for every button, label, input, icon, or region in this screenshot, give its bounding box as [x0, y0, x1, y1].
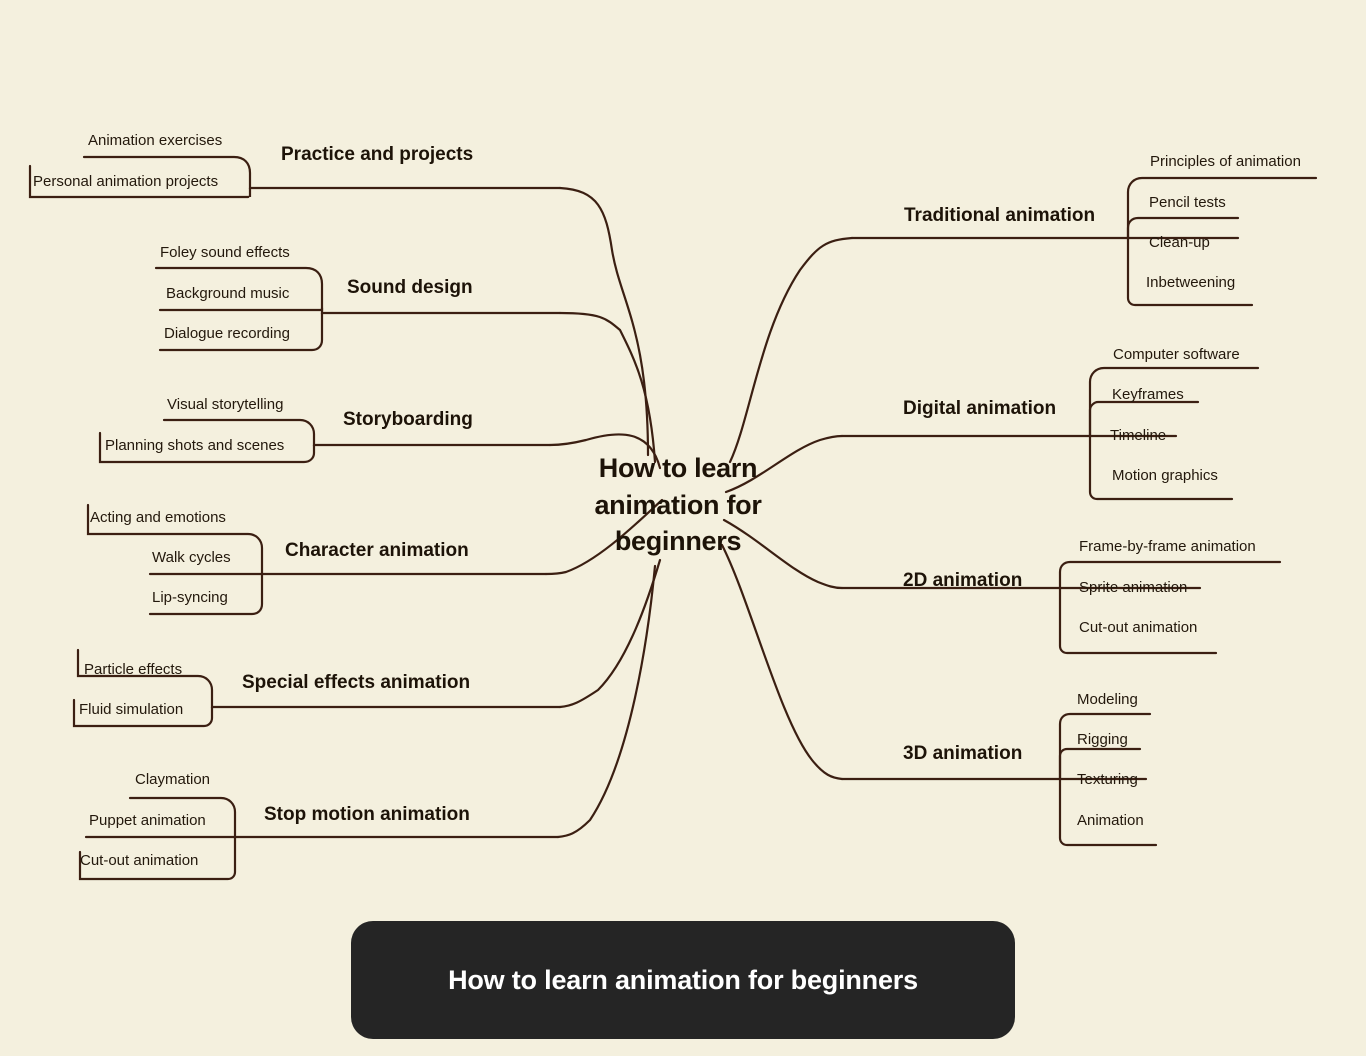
leaf-label-foley-sound-effects[interactable]: Foley sound effects [160, 244, 290, 261]
leaf-label-motion-graphics[interactable]: Motion graphics [1112, 467, 1218, 484]
branch-label-special-effects-animation[interactable]: Special effects animation [242, 672, 471, 693]
leaf-label-fluid-simulation[interactable]: Fluid simulation [79, 701, 184, 718]
leaf-label-claymation[interactable]: Claymation [135, 771, 211, 788]
branch-label-2d-animation[interactable]: 2D animation [903, 570, 1023, 591]
leaf-label-dialogue-recording[interactable]: Dialogue recording [164, 325, 290, 342]
leaf-label-cut-out-animation-stopmotion[interactable]: Cut-out animation [80, 852, 199, 869]
leaf-label-acting-and-emotions[interactable]: Acting and emotions [90, 509, 226, 526]
branch-label-stop-motion-animation[interactable]: Stop motion animation [264, 804, 470, 825]
footer-title-pill [351, 921, 1015, 1039]
leaf-label-animation-exercises[interactable]: Animation exercises [88, 132, 223, 149]
leaf-label-particle-effects[interactable]: Particle effects [84, 661, 183, 678]
leaf-label-cut-out-animation-2d[interactable]: Cut-out animation [1079, 619, 1198, 636]
leaf-label-personal-animation-projects[interactable]: Personal animation projects [33, 173, 219, 190]
leaf-label-background-music[interactable]: Background music [166, 285, 290, 302]
leaf-label-planning-shots-and-scenes[interactable]: Planning shots and scenes [105, 437, 285, 454]
leaf-label-walk-cycles[interactable]: Walk cycles [152, 549, 231, 566]
branch-label-digital-animation[interactable]: Digital animation [903, 398, 1057, 419]
leaf-label-lip-syncing[interactable]: Lip-syncing [152, 589, 228, 606]
branch-label-3d-animation[interactable]: 3D animation [903, 743, 1023, 764]
branch-label-character-animation[interactable]: Character animation [285, 540, 469, 561]
leaf-label-pencil-tests[interactable]: Pencil tests [1149, 194, 1226, 211]
leaf-label-inbetweening[interactable]: Inbetweening [1146, 274, 1236, 291]
leaf-label-texturing[interactable]: Texturing [1077, 771, 1138, 788]
branch-label-sound-design[interactable]: Sound design [347, 277, 473, 298]
leaf-label-frame-by-frame-animation[interactable]: Frame-by-frame animation [1079, 538, 1256, 555]
branch-label-practice-and-projects[interactable]: Practice and projects [281, 144, 474, 165]
branch-label-traditional-animation[interactable]: Traditional animation [904, 205, 1096, 226]
leaf-label-visual-storytelling[interactable]: Visual storytelling [167, 396, 284, 413]
leaf-label-sprite-animation[interactable]: Sprite animation [1079, 579, 1188, 596]
leaf-label-modeling[interactable]: Modeling [1077, 691, 1138, 708]
mindmap-center-title: How to learn animation for beginners [594, 453, 762, 557]
leaf-label-timeline[interactable]: Timeline [1110, 427, 1167, 444]
leaf-label-rigging[interactable]: Rigging [1077, 731, 1128, 748]
branch-label-storyboarding[interactable]: Storyboarding [343, 409, 473, 430]
leaf-label-keyframes[interactable]: Keyframes [1112, 386, 1184, 403]
leaf-label-puppet-animation[interactable]: Puppet animation [89, 812, 206, 829]
leaf-label-clean-up[interactable]: Clean-up [1149, 234, 1210, 251]
leaf-label-principles-of-animation[interactable]: Principles of animation [1150, 153, 1301, 170]
footer-title-text: How to learn animation for beginners [448, 964, 918, 995]
leaf-label-animation[interactable]: Animation [1077, 812, 1144, 829]
leaf-label-computer-software[interactable]: Computer software [1113, 346, 1240, 363]
